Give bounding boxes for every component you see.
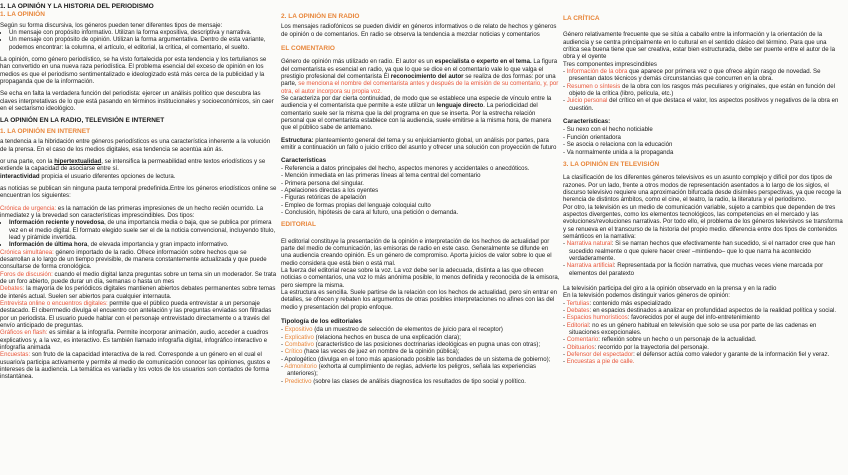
item-text: : recorrido por la trayectoria del personaje. — [594, 343, 709, 351]
item-text: : contenido más especializado — [589, 299, 671, 307]
list-item — [284, 363, 560, 378]
heading-comentario: EL COMENTARIO — [281, 45, 335, 53]
item-label: Comentario — [566, 336, 599, 344]
column-3 — [563, 3, 844, 371]
paragraph-estructura — [281, 137, 560, 152]
item-bold: Información de última hora — [9, 241, 88, 249]
genre-text: es similar a la infografía. Permite incorporar animación, audio, acceder a cuadros explicativos y, a la vez, es interactivo. Es también llamado infografía digital, infográfico interactivo e infografía animada — [0, 329, 269, 352]
item-label: Juicio personal — [566, 97, 608, 105]
list-item — [284, 333, 560, 341]
list-item — [566, 336, 844, 344]
text-span: La figura del comentarista es esencial en radio, ya que lo que se dice en el comentario vale lo que valga el prestigio profesional del comentarista El — [281, 58, 558, 81]
list-item: - Su nexo con el hecho noticiable — [569, 126, 844, 133]
heading-radio: 2. LA OPINIÓN EN RADIO — [281, 13, 360, 20]
text-bold: lenguaje directo — [436, 102, 484, 110]
paragraph-internet-a: a tendencia a la hibridación entre géneros periodísticos es una característica inherente a la volución de la prensa. En el caso de los medios digitales, esa tendencia se acentúa aún ás. — [0, 138, 270, 153]
caracteristicas-critica-list — [563, 126, 844, 155]
item-label: Debates — [566, 307, 590, 315]
genre-label: Crónica simultánea: — [0, 248, 54, 256]
item-label: Expositivo — [284, 326, 313, 334]
list-item — [284, 326, 560, 334]
list-item — [566, 262, 844, 277]
paragraph-funcion: Se echa en falta la verdadera función del periodista: ejercer un análisis político que descubra las claves interpretativas de lo que está pasando en términos institucionales y socioeconómicos, sin caer en el sectarismo ideológico. — [0, 90, 274, 113]
list-item — [566, 82, 844, 98]
genre-label: Debates: — [0, 285, 25, 293]
genre-text: son fruto de la capacidad interactiva de la red. Corresponde a un género en el cual el usuario/a participa activamente y permite al medio de comunicación conocer las opiniones, gustos e intereses de la audiencia. La temática es variada y los votos de los usuarios son contados de forma instantánea. — [0, 351, 271, 381]
genre-label: Encuestas: — [0, 351, 31, 359]
paragraph-critica: Género relativamente frecuente que se sitúa a caballo entre la información y la orientación de la audiencia y se centra principalmente en lo cultural en el sentido clásico del término. Para que una crítica sea buena tiene que ser creativa, estar bien estructurada, debe ser puente entre el autor de la obra y el oyente — [563, 31, 836, 61]
item-label: Obituarios — [566, 343, 595, 351]
item-text: , de elevada importancia y gran impacto informativo. — [87, 241, 229, 249]
list-item — [566, 307, 844, 315]
list-item — [284, 341, 560, 349]
list-item: - Función orientadora — [569, 134, 844, 141]
genre-foros — [0, 271, 278, 286]
genre-entrevista — [0, 300, 278, 329]
item-label: Resumen o síntesis — [566, 82, 621, 90]
item-label: Combativo — [284, 341, 314, 349]
list-item — [284, 377, 560, 385]
heading-internet: 1. LA OPINIÓN EN INTERNET — [0, 127, 91, 135]
list-item — [566, 97, 844, 112]
item-text: : reflexión sobre un hecho o un personaje de la actualidad. — [598, 336, 757, 344]
item-text: : el defensor actúa como valedor y garante de la información fiel y veraz. — [633, 351, 830, 359]
text-span: se realiza de dos formas: por una parte, — [281, 73, 556, 88]
paragraph-comentario-1 — [281, 58, 560, 95]
text-span: or una parte, con la — [0, 157, 55, 165]
paragraph-editorial-2: La fuerza del editorial recae sobre la voz. La voz debe ser la adecuada, distinta a las que ofrecen noticias o comentarios, una voz lo más anónima posible, lo menos definida y reconocida de la emisora, pero siempre la misma. — [281, 266, 560, 289]
list-item: - Va normalmente unida a la propaganda — [569, 149, 844, 156]
heading-opinion: 1. LA OPINIÓN — [0, 11, 45, 19]
heading-radio-tv-internet: LA OPINIÓN EN LA RADIO, TELEVISIÓN E INTERNET — [0, 117, 165, 125]
item-text: : Representada por la ficción narrativa, que muchas veces viene marcada por elementos del paratexto — [569, 262, 824, 277]
text-highlight: se menciona el nombre del comentarista antes y después de la emisión de su comentario, y, por otra, el autor incorpora su propia voz. — [281, 80, 559, 95]
item-text: (exhorta al cumplimiento de reglas, advierte los peligros, señala las experiencias anteriores); — [287, 363, 537, 378]
genre-simultanea — [0, 249, 278, 271]
paragraph-radio: Los mensajes radiofónicos se pueden dividir en géneros informativos o de relato de hechos y géneros de opinión o de comentarios. En radio se observa la tendencia a mezclar noticias y comentarios — [281, 23, 557, 38]
text-span: . La periodicidad del comentario suele ser la misma que la del programa en que se inserta. Por la estrecha relación personal que el comentarista establece con la audiencia, suele emitirse a la misma hora, de manera que el público sabe de antemano. — [281, 102, 552, 132]
text-bold: reconocimiento del autor — [390, 73, 464, 81]
list-item: - Figuras retóricas de apelación — [287, 194, 560, 201]
item-text: : Si se narran hechos que efectivamente han sucedido, si el narrador cree que han sucedido realmente o que quiere hacer creer –mintiendo– que lo que narra ha acontecido verdaderamente. — [569, 240, 836, 262]
item-text: Apologético (divulga en el tono más apasionado posible las bondades de un sistema de gobierno); — [284, 355, 551, 363]
list-item — [566, 240, 844, 262]
genre-text: la mayoría de los periódicos digitales mantienen abiertos debates permanentes sobre temas de interés actual. Suelen ser abiertos para cualquier internauta. — [0, 285, 276, 300]
genre-text: es la narración de las primeras impresiones de un hecho recién ocurrido. La inmediatez y la brevedad son características imprescindibles. Dos tipos: — [0, 204, 264, 219]
heading-caracteristicas-critica: Características: — [563, 118, 611, 126]
item-bold: Información reciente y novedosa — [9, 219, 105, 227]
list-item: - Se asocia o relaciona con la educación — [569, 141, 844, 148]
list-item: • Un mensaje con propósito informativo. Utilizan la forma expositiva, descriptiva y narrativa. — [9, 29, 278, 36]
list-item — [566, 343, 844, 351]
heading-television: 3. LA OPINIÓN EN TELEVISIÓN — [563, 160, 660, 168]
paragraph-opinion: La opinión, como género periodístico, se ha visto fortalecida por esta tendencia y los tertulianos se han convertido en una nueva raza periodística. El problema esencial del exceso de opinión en los medios es que el periodismo sentimentalizado e ideologizado está más cerca de la publicidad y la propaganda que de la información. — [0, 56, 267, 86]
heading-critica: LA CRÍTICA — [563, 15, 600, 22]
paragraph-internet-c — [0, 173, 278, 180]
text-span: Se caracteriza por dar cierta continuidad, de modo que se establece una especie de vínculo entre la audiencia y el comentarista que permite a este utilizar un — [281, 95, 552, 110]
genre-debates — [0, 285, 278, 300]
item-text: (característico de las posiciones doctrinarias ideológicas en pugna unas con otras); — [313, 341, 541, 349]
tipologia-list — [281, 326, 560, 385]
list-item: • Un mensaje con propósito de opinión. Utilizan la forma argumentativa. Dentro de esta variante, podemos encontrar: la columna, el artículo, el editorial, la crítica, el comentario, el suelto. — [9, 36, 278, 51]
item-text: (sobre las clases de análisis diagnostica los resultados de tipo social y político. — [311, 377, 526, 385]
list-item: - Apelaciones directas a los oyentes — [287, 187, 560, 194]
item-label: Editorial — [566, 321, 589, 329]
paragraph-editorial-3: La estructura es sencilla. Suele partirse de la relación con los hechos de actualidad, pero sin entrar en detalles, se ofrecen y rebaten los argumentos de otras posibles interpretaciones no afines con las del medio y presentación del propio enfoque. — [281, 289, 558, 311]
heading-editorial: EDITORIAL — [281, 221, 316, 229]
term-hipertextualidad: hipertextualidad — [54, 157, 102, 165]
item-label: Crítico — [284, 348, 303, 356]
list-item — [566, 358, 844, 366]
item-text: del crítico en el que destaca el valor, los aspectos positivos y negativos de la obra en cuestión. — [569, 97, 839, 112]
paragraph-tv-1: La clasificación de los diferentes géneros televisivos es un asunto complejo y difícil por dos tipos de razones. Por un lado, frente a otros modos de representación asentados a lo largo de los siglos, el discurso televisivo requiere una aproximación bifurcada desde disímiles perspectivas, ya que recoge la herencia de distintos ámbitos, como el cine, el teatro, la radio, la literatura y el periodismo. — [563, 174, 842, 204]
list-item — [566, 314, 844, 322]
list-item — [566, 68, 844, 83]
genre-label: Gráficos en flash: — [0, 329, 48, 337]
item-label: Espacios humorísticos — [566, 314, 628, 322]
item-text: : no es un género habitual en televisión que solo se usa por parte de las cadenas en situaciones excepcionales. — [569, 321, 817, 337]
heading-tipologia: Tipología de los editoriales — [281, 318, 363, 326]
genre-label: Foros de discusión: — [0, 270, 53, 278]
item-label: Admonitorio — [284, 363, 317, 371]
paragraph-noticias: as noticias se publican sin ninguna pauta temporal predefinida.Entre los géneros eriodísticos online se encuentran los siguientes: — [0, 184, 277, 200]
paragraph-tv-2: Por otro, la televisión es un medio de comunicación variable, sujeto a cambios que dependen de tres aspectos divergentes, como los elementos tecnológicos, las competencias en el mercado y las evoluciones/revoluciones narrativas. Por todo ello, el problema de los géneros televisivos se transforma y se renueva en el transcurso de la historia del propio medio. diferencia entre dos tipos de contenidos semánticos en la narrativa: — [563, 203, 843, 240]
item-text: (da un muestreo de selección de elementos de juicio para el receptor) — [312, 326, 503, 334]
componentes-list — [563, 68, 844, 112]
caracteristicas-list — [281, 165, 560, 216]
item-text: (hace las veces de juez en nombre de la opinión pública); — [302, 348, 460, 356]
list-item — [284, 355, 560, 363]
genre-encuestas — [0, 351, 278, 380]
text-span: Género de opinión más utilizado en radio. El autor es un — [281, 58, 435, 66]
item-text: : favorecidos por el auge del info-entretenimiento — [627, 314, 760, 322]
genre-text: género importado de la radio. Ofrece información sobre hechos que se desarrollan a lo largo de un tiempo previsible, de manera constantemente actualizada y que puede consultarse de forma cronológica. — [0, 248, 267, 271]
genre-label: Crónica de urgencia: — [0, 204, 57, 212]
paragraph-tres-componentes: Tres componentes imprescindibles — [563, 60, 657, 68]
genre-cronica — [0, 205, 278, 220]
item-label: Encuestas a pie de calle. — [566, 358, 635, 366]
list-item: - Conclusión, hipótesis de cara al futuro, una petición o demanda. — [287, 209, 560, 216]
term-interactividad: interactividad — [0, 172, 40, 180]
paragraph-editorial-1: El editorial constituye la presentación de la opinión e interpretación de los hechos de actualidad por parte del medio de comunicación, las emisoras de radio en este caso. Generalmente se difunde en una audiencia creando opinión. Es un género de compromiso. Aporta juicios de valor sobre lo que el medio considera que está bien o está mal. — [281, 237, 552, 267]
item-label: Narrativa artificial — [566, 262, 614, 270]
item-text: (relaciona hechos en busca de una explicación clara); — [313, 333, 461, 341]
item-label: Información de la obra — [566, 68, 628, 76]
list-item — [9, 219, 278, 241]
list-item — [284, 348, 560, 356]
item-label: Explicativo — [284, 333, 314, 341]
heading-caracteristicas: Características — [281, 156, 327, 164]
item-label: Predictivo — [284, 377, 312, 385]
text-span: , se intensifica la permeabilidad entre textos eriodísticos y se extiende la capacidad de asociarse entre sí. — [0, 157, 266, 173]
item-text: de la obra con los rasgos más peculiares y originales, que están en función del objeto de la crítica (libro, película, etc.) — [569, 82, 836, 98]
text-span: propicia el usuario diferentes opciones de lectura. — [39, 172, 176, 180]
page-title: 1. LA OPINIÓN Y LA HISTORIA DEL PERIODISMO — [0, 3, 154, 10]
item-text: que aparece por primera vez o que ofrece algún rasgo de novedad. Se presentan datos técnicos y demás circunstancias que concurren en la obra. — [569, 68, 821, 83]
list-item — [566, 351, 844, 359]
column-1 — [0, 3, 278, 381]
item-label: Tertulias — [566, 299, 590, 307]
list-item — [9, 241, 278, 248]
paragraph-comentario-2 — [281, 95, 560, 132]
paragraph-internet-b — [0, 158, 278, 173]
genre-text: cuando el medio digital lanza preguntas sobre un tema sin un moderador. Se trata de un foro abierto, puede durar un día, semanas o hasta un mes — [0, 270, 277, 285]
column-2 — [281, 3, 560, 390]
list-item: - Referencia a datos principales del hecho, aspectos menores y accidentales o anecdóticos. — [287, 165, 560, 172]
item-label: Defensor del espectador — [566, 351, 634, 359]
item-label: Narrativa natural — [566, 240, 612, 248]
list-item: - Primera persona del singular. — [287, 180, 560, 187]
genre-graficos — [0, 329, 278, 351]
list-item — [566, 321, 844, 337]
narrativa-list — [563, 240, 844, 277]
paragraph-tv-4: En la televisión podemos distinguir varios géneros de opinión: — [563, 292, 731, 300]
paragraph-tv-3: La televisión participa del giro a la opinión observado en la prensa y en la radio — [563, 285, 777, 292]
list-item — [566, 299, 844, 307]
genre-label: Entrevista online o encuentros digitales: — [0, 300, 108, 308]
generos-tv-list — [563, 300, 844, 366]
item-text: : en espacios destinados a analizar en profundidad aspectos de la realidad política y social. — [589, 307, 837, 315]
text-span: planteamiento general del tema y su enjuiciamiento global, un análisis por partes, para emitir a continuación un fallo o juicio crítico del asunto y ofrecer una solución con proyección de futuro — [281, 136, 557, 152]
genre-text: permite que el público pueda entrevistar a un personaje destacado. El ciberrmedio divulga el encuentro con antelación y las preguntas enviadas son filtradas por un periodista. El usuario puede hablar con el personaje entrevistado directamente o a través del envío anticipado de preguntas. — [0, 300, 272, 330]
item-text: , de una importancia media o baja, que se publica por primera vez en el medio digital. El formato elegido suele ser el de la noticia convencional, incluyendo título, lead y pirámide invertida. — [9, 219, 276, 241]
list-item: - Mención inmediata en las primeras líneas al tema central del comentario — [287, 172, 560, 179]
cronica-list — [0, 219, 278, 248]
list-item: - Empleo de formas propias del lenguaje coloquial culto — [287, 202, 560, 209]
paragraph-intro: Según su forma discursiva, los géneros pueden tener diferentes tipos de mensaje: — [0, 21, 223, 29]
text-bold: especialista o experto en el tema. — [434, 58, 532, 66]
intro-list — [0, 29, 278, 51]
text-bold: Estructura: — [281, 136, 314, 144]
